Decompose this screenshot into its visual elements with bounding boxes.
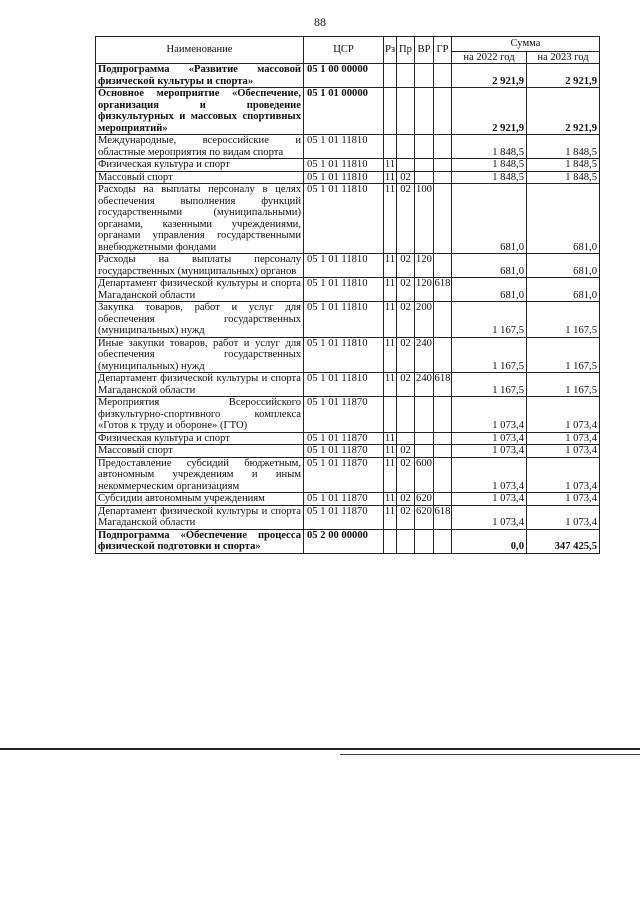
row-name: Департамент физической культуры и спорта Магаданской области: [96, 373, 304, 397]
row-csr: 05 1 01 11870: [304, 432, 384, 445]
row-amount-2022: 1 167,5: [452, 337, 527, 373]
table-row: [96, 135, 600, 159]
row-csr: 05 1 01 11810: [304, 337, 384, 373]
row-amount-2023: 681,0: [527, 184, 600, 254]
table-row: [96, 254, 600, 278]
row-pr: 02: [397, 445, 415, 458]
row-gr: [434, 254, 452, 278]
row-csr: 05 1 01 11810: [304, 171, 384, 184]
row-vr: [415, 159, 434, 172]
header-gr: ГР: [434, 37, 452, 64]
table-row: [96, 159, 600, 172]
row-vr: [415, 88, 434, 135]
row-amount-2022: 681,0: [452, 184, 527, 254]
row-name: Международные, всероссийские и областные мероприятия по видам спорта: [96, 135, 304, 159]
row-amount-2022: 1 073,4: [452, 457, 527, 493]
row-amount-2023: 1 073,4: [527, 457, 600, 493]
row-gr: [434, 457, 452, 493]
table-row: [96, 184, 600, 254]
row-gr: 618: [434, 278, 452, 302]
row-name: Массовый спорт: [96, 171, 304, 184]
row-rz: 11: [384, 337, 397, 373]
row-vr: [415, 397, 434, 433]
row-vr: [415, 64, 434, 88]
table-row: [96, 337, 600, 373]
row-vr: [415, 171, 434, 184]
row-csr: 05 1 01 00000: [304, 88, 384, 135]
row-pr: [397, 432, 415, 445]
row-csr: 05 1 01 11810: [304, 373, 384, 397]
row-amount-2022: 1 073,4: [452, 445, 527, 458]
row-rz: 11: [384, 457, 397, 493]
row-name: Подпрограмма «Развитие массовой физической культуры и спорта»: [96, 64, 304, 88]
row-vr: 620: [416, 493, 432, 504]
row-rz: 11: [384, 373, 397, 397]
row-gr: [434, 337, 452, 373]
row-csr: 05 1 01 11870: [304, 397, 384, 433]
header-sum: Сумма: [452, 37, 600, 52]
header-vr: ВР: [415, 37, 434, 64]
row-gr: [434, 397, 452, 433]
header-name: Наименование: [96, 37, 304, 64]
table-row: [96, 64, 600, 88]
row-name: Мероприятия Всероссийского физкультурно-спортивного комплекса «Готов к труду и обороне» (ГТО): [96, 397, 304, 433]
table-row: [96, 505, 600, 529]
row-rz: [384, 88, 397, 135]
row-vr: 240: [415, 373, 434, 397]
row-csr: 05 1 01 11810: [304, 254, 384, 278]
row-amount-2023: 1 167,5: [527, 302, 600, 338]
row-vr: 600: [415, 457, 434, 493]
row-amount-2023: 1 073,4: [527, 397, 600, 433]
row-rz: 11: [384, 278, 397, 302]
row-csr: 05 1 01 11870: [304, 493, 384, 506]
row-pr: 02: [397, 254, 415, 278]
row-gr: [434, 171, 452, 184]
row-gr: 618: [434, 373, 452, 397]
table-row: [96, 278, 600, 302]
row-pr: 02: [397, 505, 415, 529]
header-pr: Пр: [397, 37, 415, 64]
row-csr: 05 1 01 11870: [304, 445, 384, 458]
row-amount-2023: 2 921,9: [527, 88, 600, 135]
row-gr: [434, 432, 452, 445]
row-name: Департамент физической культуры и спорта Магаданской области: [96, 278, 304, 302]
row-rz: 11: [384, 254, 397, 278]
row-gr: [434, 64, 452, 88]
row-rz: 11: [384, 184, 397, 254]
row-pr: [397, 135, 415, 159]
row-name: Закупка товаров, работ и услуг для обеспечения государственных (муниципальных) нужд: [96, 302, 304, 338]
row-amount-2023: 1 848,5: [527, 135, 600, 159]
row-name: Подпрограмма «Обеспечение процесса физической подготовки и спорта»: [96, 529, 304, 553]
row-amount-2022: 1 848,5: [452, 135, 527, 159]
table-row: [96, 493, 600, 506]
row-vr: 620: [415, 505, 434, 529]
row-csr: 05 1 01 11810: [304, 184, 384, 254]
table-row: [96, 457, 600, 493]
header-year-2023: на 2023 год: [527, 51, 600, 64]
header-year-2022: на 2022 год: [452, 51, 527, 64]
row-name: Массовый спорт: [96, 445, 304, 458]
page-number: 88: [314, 15, 326, 29]
row-name: Расходы на выплаты персоналу государственных (муниципальных) органов: [96, 254, 304, 278]
row-csr: 05 2 00 00000: [304, 529, 384, 553]
header-csr: ЦСР: [304, 37, 384, 64]
row-amount-2022: 681,0: [452, 254, 527, 278]
row-pr: 02: [397, 171, 415, 184]
row-name: Департамент физической культуры и спорта Магаданской области: [96, 505, 304, 529]
row-amount-2023: 1 848,5: [527, 159, 600, 172]
row-rz: [384, 397, 397, 433]
row-name: Предоставление субсидий бюджетным, автономным учреждениям и иным некоммерческим организациям: [96, 457, 304, 493]
row-amount-2023: 1 073,4: [527, 505, 600, 529]
row-gr: [434, 159, 452, 172]
row-pr: [397, 64, 415, 88]
row-name: Физическая культура и спорт: [96, 159, 304, 172]
row-vr: [415, 445, 434, 458]
row-vr: [415, 135, 434, 159]
row-pr: 02: [397, 457, 415, 493]
row-amount-2022: 1 073,4: [452, 397, 527, 433]
row-gr: [434, 88, 452, 135]
row-vr: [415, 529, 434, 553]
row-amount-2022: 0,0: [452, 529, 527, 553]
row-pr: 02: [397, 302, 415, 338]
row-pr: 02: [397, 278, 415, 302]
row-pr: [397, 397, 415, 433]
row-amount-2023: 1 073,4: [527, 432, 600, 445]
row-rz: 11: [384, 171, 396, 183]
row-csr: 05 1 01 11870: [304, 457, 384, 493]
row-rz: [384, 64, 397, 88]
row-amount-2022: 1 073,4: [452, 493, 527, 506]
row-amount-2023: 1 073,4: [527, 493, 600, 506]
row-csr: 05 1 01 11810: [304, 135, 384, 159]
row-gr: [434, 302, 452, 338]
row-name: Основное мероприятие «Обеспечение, организация и проведение физкультурных и массовых спортивных мероприятий»: [96, 88, 304, 135]
row-amount-2023: 1 167,5: [527, 337, 600, 373]
row-amount-2023: 1 073,4: [527, 445, 600, 458]
row-rz: [384, 135, 397, 159]
table-row: [96, 171, 600, 184]
footer-rule: [0, 748, 640, 750]
row-amount-2023: 1 848,5: [527, 171, 600, 184]
row-pr: [397, 88, 415, 135]
row-gr: [434, 529, 452, 553]
row-csr: 05 1 01 11810: [304, 159, 384, 172]
row-pr: 02: [397, 373, 415, 397]
row-amount-2022: 1 848,5: [452, 171, 527, 184]
table-header: [96, 37, 600, 64]
row-csr: 05 1 01 11870: [304, 505, 384, 529]
row-pr: [397, 159, 415, 172]
table-body: [96, 64, 600, 554]
row-csr: 05 1 01 11810: [304, 302, 384, 338]
row-amount-2022: 2 921,9: [452, 88, 527, 135]
row-name: Субсидии автономным учреждениям: [96, 493, 304, 506]
row-csr: 05 1 00 00000: [304, 64, 384, 88]
row-pr: 02: [397, 337, 415, 373]
budget-table: [95, 36, 600, 554]
row-amount-2023: 681,0: [527, 254, 600, 278]
row-gr: [434, 184, 452, 254]
row-vr: 120: [415, 278, 434, 302]
row-amount-2023: 347 425,5: [527, 529, 600, 553]
row-amount-2023: 2 921,9: [527, 64, 600, 88]
row-rz: 11: [384, 505, 397, 529]
row-pr: 02: [397, 184, 415, 254]
header-rz: Рз: [384, 37, 397, 64]
row-amount-2022: 1 167,5: [452, 373, 527, 397]
row-rz: 11: [384, 159, 396, 170]
table-row: [96, 445, 600, 458]
table-row: [96, 432, 600, 445]
row-amount-2022: 1 073,4: [452, 432, 527, 445]
row-gr: [434, 493, 452, 506]
row-amount-2022: 1 167,5: [452, 302, 527, 338]
row-rz: 11: [384, 493, 396, 504]
row-rz: [384, 529, 397, 553]
row-name: Иные закупки товаров, работ и услуг для обеспечения государственных (муниципальных) нужд: [96, 337, 304, 373]
row-amount-2022: 2 921,9: [452, 64, 527, 88]
row-pr: 02: [397, 493, 415, 506]
row-vr: 100: [415, 184, 434, 254]
row-gr: [434, 135, 452, 159]
table-row: [96, 302, 600, 338]
row-rz: 11: [384, 432, 396, 444]
row-amount-2022: 1 073,4: [452, 505, 527, 529]
row-amount-2023: 1 167,5: [527, 373, 600, 397]
row-name: Физическая культура и спорт: [96, 432, 304, 445]
row-amount-2023: 681,0: [527, 278, 600, 302]
row-rz: 11: [384, 302, 397, 338]
row-gr: [434, 445, 452, 458]
row-csr: 05 1 01 11810: [304, 278, 384, 302]
row-rz: 11: [384, 445, 396, 456]
row-vr: 200: [415, 302, 434, 338]
row-vr: [415, 432, 434, 445]
row-vr: 120: [415, 254, 434, 278]
row-amount-2022: 681,0: [452, 278, 527, 302]
table-row: [96, 397, 600, 433]
row-gr: 618: [434, 505, 452, 529]
table-row: [96, 529, 600, 553]
row-pr: [397, 529, 415, 553]
row-amount-2022: 1 848,5: [452, 159, 527, 172]
row-vr: 240: [415, 337, 434, 373]
row-name: Расходы на выплаты персоналу в целях обеспечения выполнения функций государственными (муниципальными) органами, казенными учреждениями, органами управления государственными внебюджетными фондами: [96, 184, 304, 254]
footer-rule-secondary: [340, 754, 640, 755]
table-row: [96, 88, 600, 135]
table-row: [96, 373, 600, 397]
